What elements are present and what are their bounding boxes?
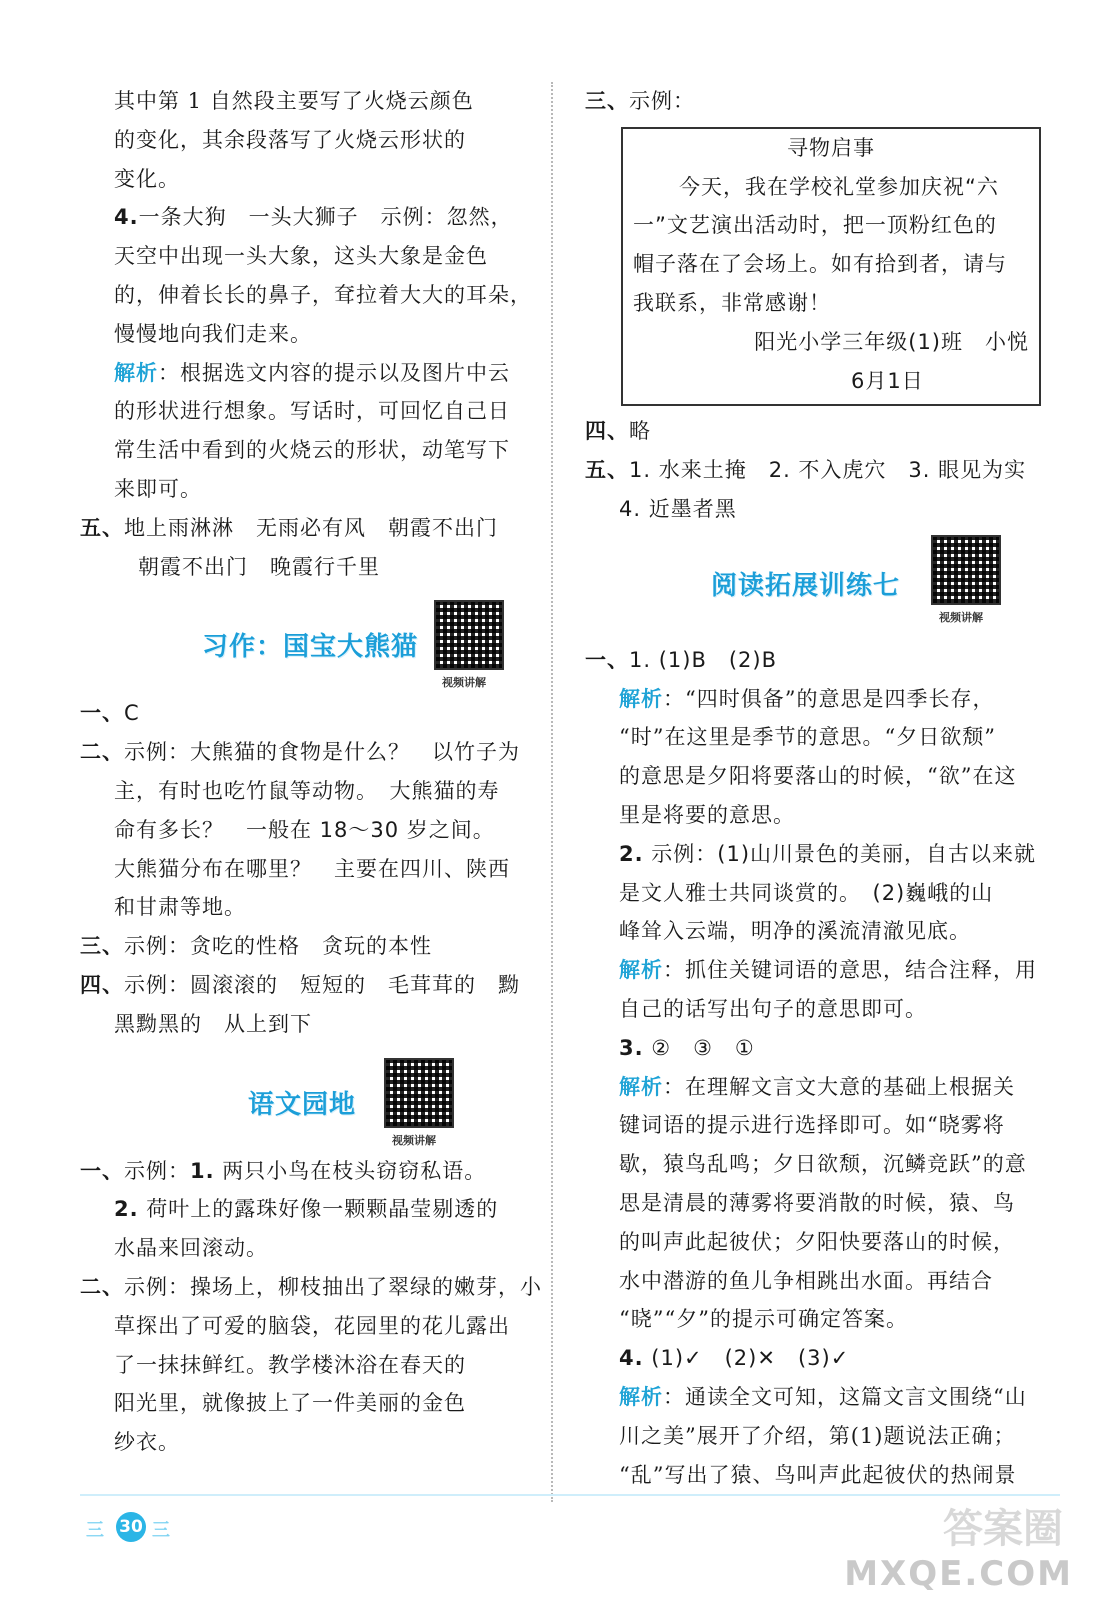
section-number: 三、	[585, 89, 629, 113]
answer-block-1	[80, 82, 535, 509]
text-line: 示例：(1)山川景色的美丽，自古以来就	[643, 841, 1037, 866]
reading-answer-1	[585, 641, 1045, 680]
analysis-line	[585, 1378, 1045, 1417]
garden-answer-1	[80, 1152, 535, 1191]
text-line: 荷叶上的露珠好像一颗颗晶莹剔透的	[138, 1197, 499, 1222]
text-line: ：抓住关键词语的意思，结合注释，用	[663, 958, 1037, 983]
text-line: 其中第 1 自然段主要写了火烧云颜色	[114, 89, 474, 113]
text-line: 4. 近墨者黑	[619, 496, 737, 521]
qr-label: 视频讲解	[392, 1133, 436, 1147]
notice-title: 寻物启事	[787, 135, 875, 160]
section-title: 阅读拓展训练七	[711, 570, 901, 601]
analysis-line	[585, 680, 1045, 719]
text-line: 主，有时也吃竹鼠等动物。 大熊猫的寿	[114, 778, 500, 803]
text-line: 示例：操场上，柳枝抽出了翠绿的嫩芽，小	[124, 1274, 542, 1299]
section-number: 五、	[585, 458, 629, 483]
notice-line: 今天，我在学校礼堂参加庆祝“六	[679, 174, 999, 199]
analysis-label: 解析	[619, 1073, 663, 1099]
text-line: 示例：贪吃的性格 贪玩的本性	[124, 934, 432, 959]
text-prefix: 示例：	[124, 1158, 190, 1183]
text-line: 峰耸入云端，明净的溪流清澈见底。	[619, 919, 971, 944]
page-footer	[0, 1494, 1093, 1600]
garden-answer-1-2	[80, 1190, 535, 1229]
section-4	[585, 412, 1045, 451]
text-line: 里是将要的意思。	[619, 802, 795, 827]
text-line: 了一抹抹鲜红。教学楼沐浴在春天的	[114, 1352, 466, 1377]
page-deco-right-icon: 三	[152, 1520, 170, 1541]
item-number: 2.	[619, 841, 644, 866]
text-line: “乱”写出了猿、鸟叫声此起彼伏的热闹景	[619, 1462, 1017, 1487]
notice-signature: 阳光小学三年级(1)班 小悦	[754, 329, 1029, 354]
text-line: 大熊猫分布在哪里？ 主要在四川、陕西	[114, 856, 510, 881]
column-divider	[551, 82, 553, 1502]
text-line: 1. (1)B (2)B	[629, 647, 778, 672]
text-line: 两只小鸟在枝头窃窃私语。	[214, 1158, 487, 1183]
analysis-label: 解析	[619, 685, 663, 711]
section-5	[80, 509, 535, 548]
item-number: 3.	[619, 1035, 644, 1060]
section-heading-garden	[80, 1044, 535, 1152]
text-line: 变化。	[114, 166, 180, 191]
text-line: 和甘肃等地。	[114, 895, 246, 920]
text-line: 的叫声此起彼伏；夕阳快要落山的时候，	[619, 1229, 1015, 1254]
text-line: 天空中出现一头大象，这头大象是金色	[114, 244, 488, 269]
text-line: 水中潜游的鱼儿争相跳出水面。再结合	[619, 1268, 993, 1293]
text-line: 黑黝黑的 从上到下	[114, 1011, 312, 1036]
analysis-line	[114, 354, 535, 393]
text-line: 朝霞不出门 晚霞行千里	[138, 554, 380, 579]
text-line: 是文人雅士共同谈赏的。 (2)巍峨的山	[619, 880, 994, 905]
section-number: 一、	[585, 647, 629, 672]
text-line: ：通读全文可知，这篇文言文围绕“山	[663, 1384, 1027, 1409]
reading-answer-3	[585, 1029, 1045, 1068]
answer-text: C	[124, 701, 140, 726]
item-number: 1.	[190, 1158, 215, 1183]
section-title: 习作：国宝大熊猫	[202, 632, 419, 663]
text-line: 阳光里，就像披上了一件美丽的金色	[114, 1391, 466, 1416]
qr-label: 视频讲解	[442, 676, 486, 690]
text-line: 地上雨淋淋 无雨必有风 朝霞不出门	[124, 515, 498, 540]
answer-4	[80, 966, 535, 1005]
text-line: ：在理解文言文大意的基础上根据关	[663, 1074, 1015, 1099]
section-number: 四、	[80, 972, 124, 997]
text-line: 纱衣。	[114, 1430, 180, 1455]
garden-answer-2	[80, 1268, 542, 1307]
text-line: 慢慢地向我们走来。	[114, 321, 312, 346]
notice-line: 一”文艺演出活动时，把一顶粉红色的	[633, 213, 997, 238]
section-number: 三、	[80, 934, 124, 959]
left-column	[80, 82, 542, 1462]
text-line: 一条大狗 一头大狮子 示例：忽然，	[138, 205, 513, 230]
analysis-line	[585, 951, 1045, 990]
answer-3	[80, 927, 535, 966]
analysis-label: 解析	[619, 957, 663, 983]
text-line: ② ③ ①	[643, 1035, 755, 1060]
section-number: 五、	[80, 515, 124, 540]
section-number: 一、	[80, 701, 124, 726]
text-line: 略	[629, 419, 651, 444]
text-line: 常生活中看到的火烧云的形状，动笔写下	[114, 438, 510, 463]
page-number: 30	[116, 1512, 146, 1542]
text-line: 水晶来回滚动。	[114, 1236, 268, 1261]
analysis-label: 解析	[619, 1383, 663, 1409]
text-line: 来即可。	[114, 476, 202, 501]
text-line: 的变化，其余段落写了火烧云形状的	[114, 127, 466, 152]
right-column	[585, 82, 1045, 1494]
section-heading-writing	[80, 586, 535, 694]
text-line: 命有多长？ 一般在 18～30 岁之间。	[114, 817, 495, 842]
text-line: 的意思是夕阳将要落山的时候，“欲”在这	[619, 764, 1017, 789]
text-line: “时”在这里是季节的意思。“夕日欲颓”	[619, 725, 996, 750]
question-4	[114, 198, 535, 237]
notice-line: 帽子落在了会场上。如有拾到者，请与	[633, 252, 1007, 277]
text-line: 示例：圆滚滚的 短短的 毛茸茸的 黝	[124, 972, 520, 997]
answer-2	[80, 733, 535, 772]
text-line: (1)✓ (2)✕ (3)✓	[643, 1346, 850, 1371]
text-line: 键词语的提示进行选择即可。如“晓雾将	[619, 1113, 1005, 1138]
analysis-line	[585, 1068, 1045, 1107]
text-line: 思是清晨的薄雾将要消散的时候，猿、鸟	[619, 1190, 1015, 1215]
watermark: MXQE.COM	[844, 1554, 1073, 1594]
qr-code-icon[interactable]	[384, 1058, 454, 1128]
section-heading-reading	[585, 529, 1045, 641]
notice-date: 6月1日	[851, 368, 924, 393]
text-line: 川之美”展开了介绍，第(1)题说法正确；	[619, 1423, 1016, 1448]
item-number: 2.	[114, 1197, 139, 1222]
qr-label: 视频讲解	[939, 610, 983, 624]
qr-code-icon[interactable]	[931, 535, 1001, 605]
section-5	[585, 451, 1045, 490]
text-line: ：“四时俱备”的意思是四季长存，	[663, 686, 995, 711]
page-deco-left-icon: 三	[86, 1520, 104, 1541]
section-number: 一、	[80, 1158, 124, 1183]
analysis-label: 解析	[114, 359, 158, 385]
text-line: ：根据选文内容的提示以及图片中云	[158, 360, 510, 385]
section-number: 二、	[80, 1274, 124, 1299]
section-number: 四、	[585, 419, 629, 444]
text-line: 草探出了可爱的脑袋，花园里的花儿露出	[114, 1313, 510, 1338]
text-line: 自己的话写出句子的意思即可。	[619, 996, 927, 1021]
reading-answer-2	[585, 835, 1045, 874]
section-title: 语文园地	[248, 1089, 357, 1120]
text-line: 的形状进行想象。写话时，可回忆自己日	[114, 399, 510, 424]
qr-code-icon[interactable]	[434, 600, 504, 670]
section-number: 二、	[80, 740, 124, 765]
text-line: 1. 水来土掩 2. 不入虎穴 3. 眼见为实	[629, 458, 1027, 483]
text-line: “晓”“夕”的提示可确定答案。	[619, 1307, 908, 1332]
footer-rule	[80, 1494, 1060, 1496]
watermark-logo: 答案圈	[943, 1506, 1063, 1552]
notice-line: 我联系，非常感谢！	[633, 290, 831, 315]
text-line: 的，伸着长长的鼻子，耷拉着大大的耳朵，	[114, 282, 532, 307]
item-number: 4.	[619, 1346, 644, 1371]
item-number: 4.	[114, 205, 139, 230]
text-line: 示例：	[629, 89, 695, 113]
lost-notice-box	[621, 127, 1041, 407]
text-line: 歇，猿鸟乱鸣；夕日欲颓，沉鳞竞跃”的意	[619, 1152, 1027, 1177]
text-line: 示例：大熊猫的食物是什么？ 以竹子为	[124, 740, 520, 765]
section-3	[585, 82, 1045, 121]
reading-answer-4	[585, 1339, 1045, 1378]
answer-1	[80, 694, 535, 733]
